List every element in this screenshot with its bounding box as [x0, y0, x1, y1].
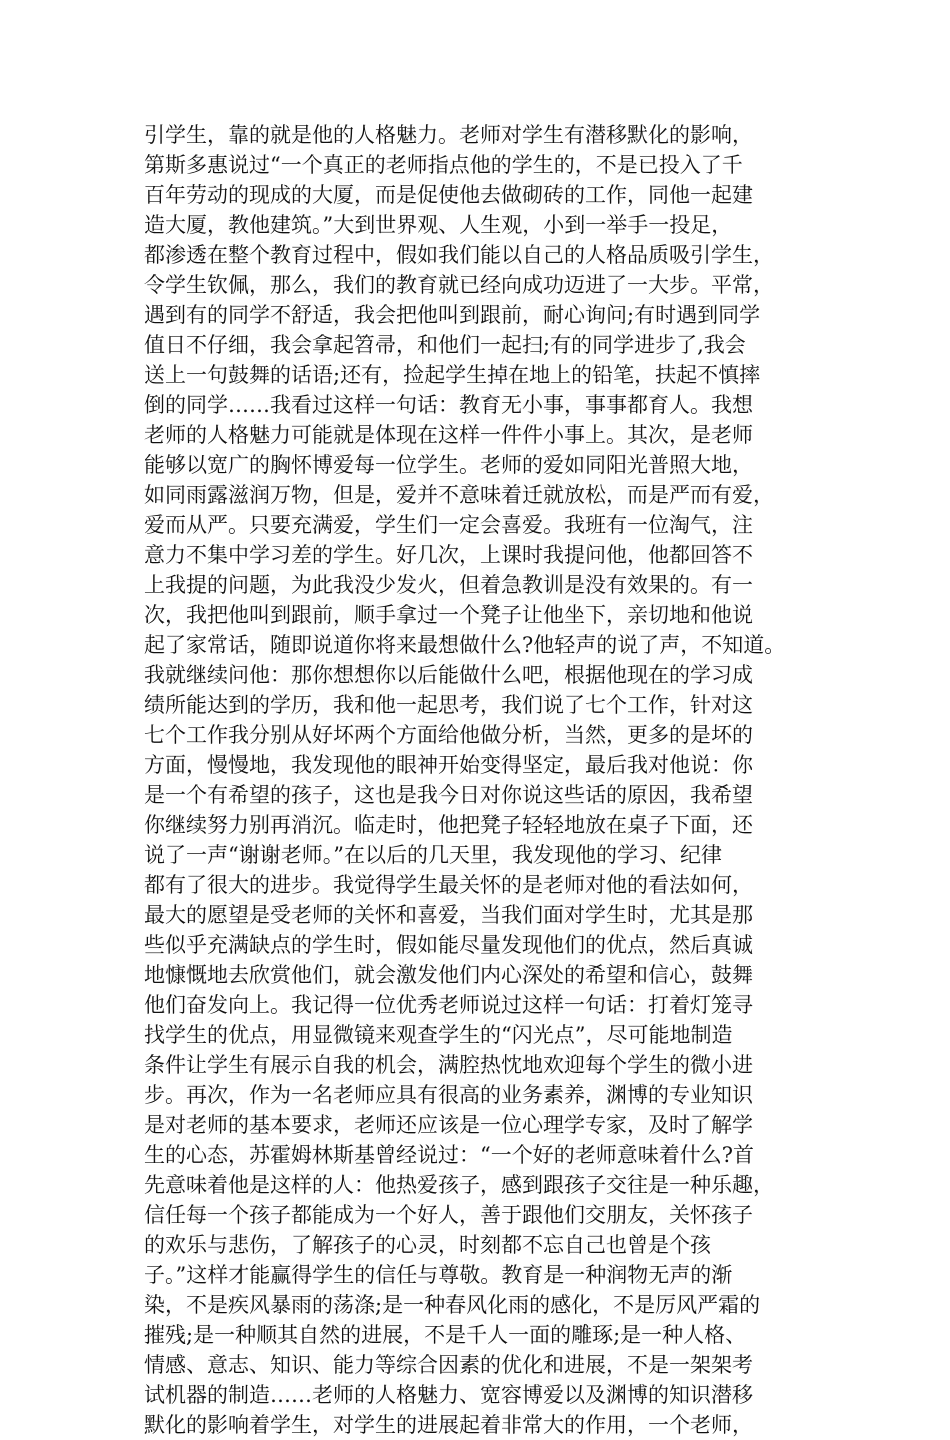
text-line: 地慷慨地去欣赏他们，就会激发他们内心深处的希望和信心，鼓舞 [144, 963, 753, 987]
text-line: 七个工作我分别从好坏两个方面给他做分析，当然，更多的是坏的 [144, 723, 753, 747]
text-line: 令学生钦佩，那么，我们的教育就已经向成功迈进了一大步。平常， [144, 273, 774, 297]
text-line: 先意味着他是这样的人：他热爱孩子，感到跟孩子交往是一种乐趣， [144, 1173, 774, 1197]
body-text [144, 120, 824, 1440]
text-line: 生的心态，苏霍姆林斯基曾经说过：“一个好的老师意味着什么?首 [144, 1143, 754, 1167]
text-line: 第斯多惠说过“一个真正的老师指点他的学生的，不是已投入了千 [144, 153, 743, 177]
text-line: 方面，慢慢地，我发现他的眼神开始变得坚定，最后我对他说：你 [144, 753, 753, 777]
text-line: 找学生的优点，用显微镜来观查学生的“闪光点”，尽可能地制造 [144, 1023, 733, 1047]
text-line: 我就继续问他：那你想想你以后能做什么吧，根据他现在的学习成 [144, 663, 753, 687]
text-line: 最大的愿望是受老师的关怀和喜爱，当我们面对学生时，尤其是那 [144, 903, 753, 927]
text-line: 百年劳动的现成的大厦，而是促使他去做砌砖的工作，同他一起建 [144, 183, 753, 207]
text-line: 条件让学生有展示自我的机会，满腔热忱地欢迎每个学生的微小进 [144, 1053, 753, 1077]
text-line: 引学生，靠的就是他的人格魅力。老师对学生有潜移默化的影响， [144, 123, 753, 147]
text-line: 造大厦，教他建筑。”大到世界观、人生观，小到一举手一投足， [144, 213, 733, 237]
text-line: 情感、意志、知识、能力等综合因素的优化和进展，不是一架架考 [144, 1353, 753, 1377]
text-line: 信任每一个孩子都能成为一个好人，善于跟他们交朋友，关怀孩子 [144, 1203, 753, 1227]
text-line: 些似乎充满缺点的学生时，假如能尽量发现他们的优点，然后真诚 [144, 933, 753, 957]
text-line: 试机器的制造……老师的人格魅力、宽容博爱以及渊博的知识潜移 [144, 1383, 753, 1407]
text-line: 次，我把他叫到跟前，顺手拿过一个凳子让他坐下，亲切地和他说 [144, 603, 753, 627]
text-line: 意力不集中学习差的学生。好几次，上课时我提问他，他都回答不 [144, 543, 753, 567]
text-line: 都有了很大的进步。我觉得学生最关怀的是老师对他的看法如何， [144, 873, 753, 897]
text-line: 是对老师的基本要求，老师还应该是一位心理学专家，及时了解学 [144, 1113, 753, 1137]
text-line: 是一个有希望的孩子，这也是我今日对你说这些话的原因，我希望 [144, 783, 753, 807]
text-line: 老师的人格魅力可能就是体现在这样一件件小事上。其次，是老师 [144, 423, 753, 447]
text-line: 摧残;是一种顺其自然的进展，不是千人一面的雕琢;是一种人格、 [144, 1323, 747, 1347]
text-line: 能够以宽广的胸怀博爱每一位学生。老师的爱如同阳光普照大地， [144, 453, 753, 477]
text-line: 倒的同学……我看过这样一句话：教育无小事，事事都育人。我想 [144, 393, 753, 417]
text-line: 起了家常话，随即说道你将来最想做什么?他轻声的说了声，不知道。 [144, 633, 786, 657]
text-line: 默化的影响着学生，对学生的进展起着非常大的作用，一个老师， [144, 1413, 753, 1437]
text-line: 爱而从严。只要充满爱，学生们一定会喜爱。我班有一位淘气，注 [144, 513, 753, 537]
text-line: 如同雨露滋润万物，但是，爱并不意味着迁就放松，而是严而有爱， [144, 483, 774, 507]
text-line: 值日不仔细，我会拿起笤帚，和他们一起扫;有的同学进步了,我会 [144, 333, 746, 357]
text-line: 他们奋发向上。我记得一位优秀老师说过这样一句话：打着灯笼寻 [144, 993, 753, 1017]
text-line: 你继续努力别再消沉。临走时，他把凳子轻轻地放在桌子下面，还 [144, 813, 753, 837]
text-line: 染，不是疾风暴雨的荡涤;是一种春风化雨的感化，不是厉风严霜的 [144, 1293, 761, 1317]
text-line: 送上一句鼓舞的话语;还有，捡起学生掉在地上的铅笔，扶起不慎摔 [144, 363, 761, 387]
text-line: 绩所能达到的学历，我和他一起思考，我们说了七个工作，针对这 [144, 693, 753, 717]
text-line: 子。”这样才能赢得学生的信任与尊敬。教育是一种润物无声的渐 [144, 1263, 733, 1287]
text-line: 的欢乐与悲伤，了解孩子的心灵，时刻都不忘自己也曾是个孩 [144, 1233, 711, 1257]
text-line: 上我提的问题，为此我没少发火，但着急教训是没有效果的。有一 [144, 573, 753, 597]
text-line: 步。再次，作为一名老师应具有很高的业务素养，渊博的专业知识 [144, 1083, 753, 1107]
text-line: 说了一声“谢谢老师。”在以后的几天里，我发现他的学习、纪律 [144, 843, 722, 867]
text-line: 都渗透在整个教育过程中，假如我们能以自己的人格品质吸引学生， [144, 243, 774, 267]
text-line: 遇到有的同学不舒适，我会把他叫到跟前，耐心询问;有时遇到同学 [144, 303, 761, 327]
